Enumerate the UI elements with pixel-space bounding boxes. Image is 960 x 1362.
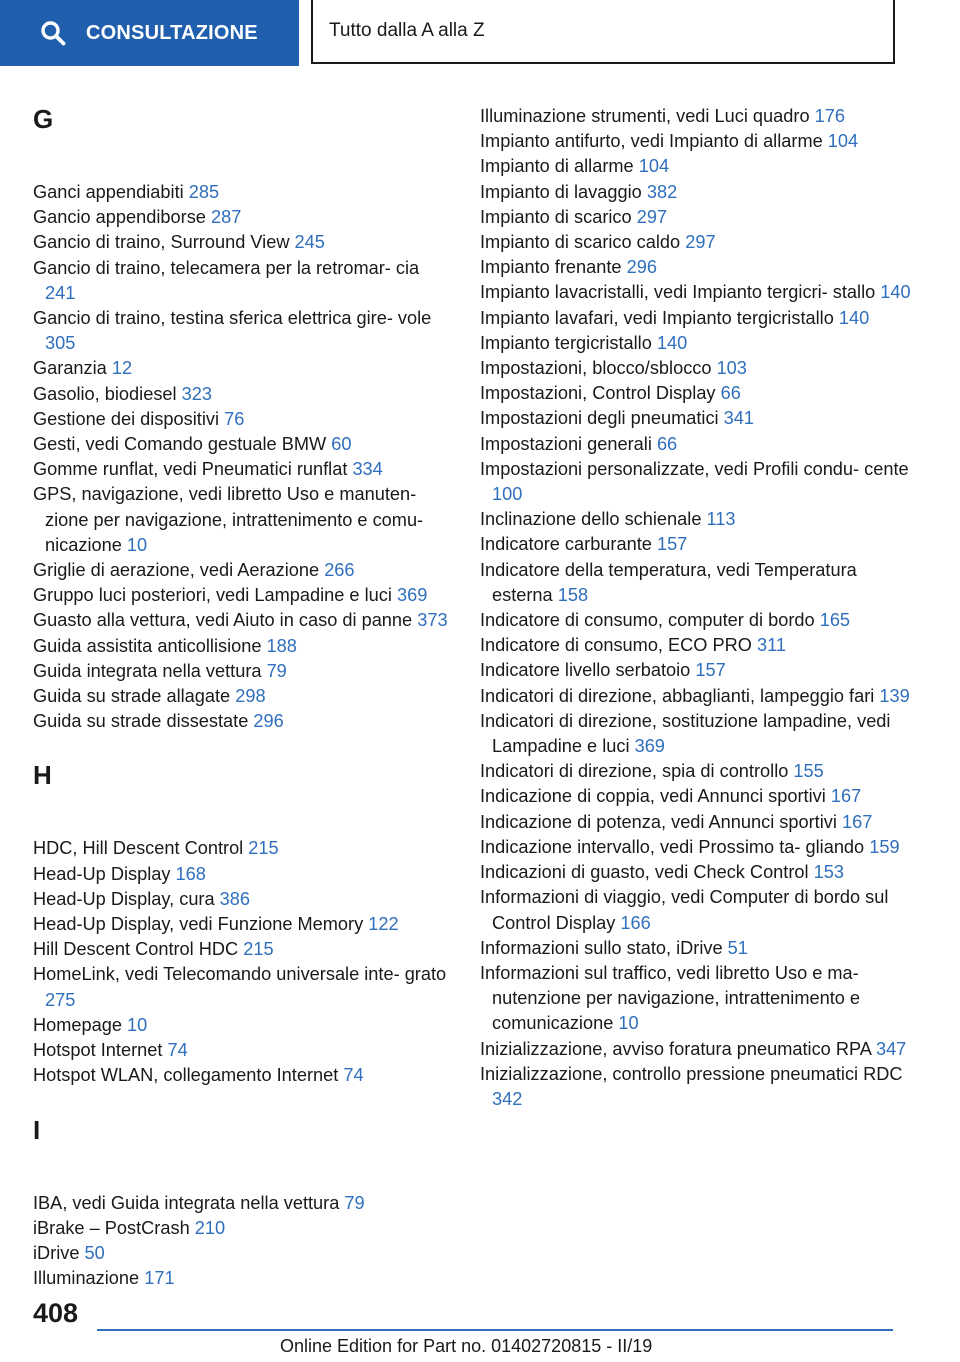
index-entry (480, 406, 920, 431)
index-column-right (480, 104, 920, 1112)
page-link[interactable]: 188 (266, 635, 297, 656)
index-entry (480, 280, 920, 305)
index-entry (480, 205, 920, 230)
page-link[interactable]: 168 (175, 863, 206, 884)
index-entry (33, 659, 453, 684)
entry-text: Homepage (33, 1014, 122, 1035)
entry-text: Head-Up Display (33, 863, 171, 884)
entry-text: Griglie di aerazione, vedi Aerazione (33, 560, 320, 581)
index-entry (480, 180, 920, 205)
index-entry (480, 154, 920, 179)
index-entry (480, 457, 920, 507)
page-link[interactable]: 305 (45, 333, 76, 354)
index-entry (33, 608, 453, 633)
entry-text: Hill Descent Control HDC (33, 939, 239, 960)
entry-text: Impianto tergicristallo (480, 332, 652, 353)
entry-text: Indicazioni di guasto, vedi Check Control (480, 862, 809, 883)
index-entry (33, 1266, 453, 1291)
index-entry (33, 709, 453, 734)
page-link[interactable]: 76 (224, 408, 245, 429)
index-section (33, 104, 453, 734)
entry-text: iBrake – PostCrash (33, 1217, 190, 1238)
page-link[interactable]: 66 (656, 433, 678, 454)
page-link[interactable]: 155 (793, 761, 824, 782)
page-link[interactable]: 74 (167, 1040, 188, 1061)
entry-text: Gancio di traino, testina sferica elettrica gire‐ vole (33, 308, 432, 329)
page-link[interactable]: 266 (324, 560, 355, 581)
entry-text: Illuminazione strumenti, vedi Luci quadro (480, 106, 810, 126)
page-link[interactable]: 153 (813, 862, 844, 883)
page-link[interactable]: 176 (814, 106, 845, 126)
entry-text: HDC, Hill Descent Control (33, 838, 244, 859)
entry-text: Inizializzazione, controllo pressione pneumatici RDC (480, 1063, 903, 1084)
page-link[interactable]: 12 (111, 358, 133, 379)
page-link[interactable]: 245 (294, 232, 325, 253)
index-entry (33, 862, 453, 887)
entry-text: Informazioni sullo stato, iDrive (480, 937, 723, 958)
index-entry (480, 230, 920, 255)
entry-text: Impostazioni degli pneumatici (480, 408, 719, 429)
entry-text: Impianto di scarico caldo (480, 232, 681, 253)
entry-text: Indicatori di direzione, spia di controllo (480, 761, 789, 782)
index-entry (33, 634, 453, 659)
index-entry (480, 532, 920, 557)
entry-text: Impostazioni personalizzate, vedi Profili condu‐ cente (480, 458, 909, 479)
entry-text: Garanzia (33, 358, 107, 379)
page-link[interactable]: 10 (126, 534, 148, 555)
entry-text: Inclinazione dello schienale (480, 509, 702, 530)
entry-text: Impianto lavacristalli, vedi Impianto tergicri‐ stallo (480, 282, 876, 303)
page-link[interactable]: 158 (557, 584, 589, 605)
index-entry (480, 331, 920, 356)
page-link[interactable]: 157 (656, 534, 688, 555)
entry-text: Impostazioni generali (480, 433, 652, 454)
index-entry (480, 860, 920, 885)
index-entry (33, 1191, 453, 1216)
page-link[interactable]: 323 (181, 383, 212, 404)
page-link[interactable]: 275 (45, 989, 76, 1010)
entry-text: HomeLink, vedi Telecomando universale inte‐ grato (33, 964, 447, 985)
page-link[interactable]: 215 (243, 939, 274, 960)
index-entry (480, 255, 920, 280)
entry-text: Indicatore carburante (480, 534, 652, 555)
page-link[interactable]: 342 (492, 1088, 523, 1109)
entry-text: Indicatori di direzione, sostituzione lampadine, vedi Lampadine e luci (480, 710, 891, 757)
page-link[interactable]: 157 (695, 660, 726, 681)
page-link[interactable]: 297 (636, 206, 668, 227)
index-entry (480, 961, 920, 1037)
search-icon (40, 20, 66, 46)
page-link[interactable]: 296 (253, 711, 284, 732)
entry-text: Hotspot WLAN, collegamento Internet (33, 1065, 339, 1086)
entry-text: Head-Up Display, cura (33, 888, 215, 909)
page-link[interactable]: 140 (880, 282, 911, 303)
index-entry (480, 306, 920, 331)
index-entry (33, 407, 453, 432)
page-link[interactable]: 167 (841, 811, 873, 832)
index-entry (33, 836, 453, 861)
page-link[interactable]: 139 (879, 685, 910, 706)
page-link[interactable]: 104 (827, 131, 859, 152)
entry-text: Indicazione di potenza, vedi Annunci sportivi (480, 811, 837, 832)
page-link[interactable]: 122 (368, 914, 399, 935)
index-entry (33, 887, 453, 912)
page-link[interactable]: 113 (706, 509, 736, 530)
page-link[interactable]: 215 (248, 838, 279, 859)
index-entry (33, 205, 453, 230)
index-entry (480, 432, 920, 457)
index-entry (480, 810, 920, 835)
page-link[interactable]: 103 (716, 358, 747, 379)
entry-text: Indicazione di coppia, vedi Annunci sportivi (480, 786, 826, 807)
index-entry (33, 256, 453, 306)
index-entry (480, 104, 920, 129)
page-link[interactable]: 298 (235, 686, 266, 707)
page-link[interactable]: 60 (331, 434, 352, 455)
entry-text: IBA, vedi Guida integrata nella vettura (33, 1192, 340, 1213)
entry-text: Guida assistita anticollisione (33, 635, 262, 656)
index-section (33, 1115, 453, 1292)
page-link[interactable]: 369 (396, 585, 428, 606)
page-link[interactable]: 311 (756, 635, 786, 656)
page-link[interactable]: 74 (343, 1065, 364, 1086)
index-entry (33, 1013, 453, 1038)
index-entry (33, 382, 453, 407)
index-entry (480, 558, 920, 608)
index-entry (33, 962, 453, 1012)
index-entry (480, 885, 920, 935)
index-entry (33, 180, 453, 205)
entry-text: Impianto lavafari, vedi Impianto tergicristallo (480, 307, 834, 328)
page-link[interactable]: 166 (620, 912, 651, 933)
entry-text: Gestione dei dispositivi (33, 408, 220, 429)
entry-text: Indicazione intervallo, vedi Prossimo ta‐ gliando (480, 836, 865, 857)
entry-text: Informazioni sul traffico, vedi libretto Uso e ma‐ nutenzione per navigazione, intrattenimento e comunicazione (480, 962, 861, 1034)
entry-text: Ganci appendiabiti (33, 182, 184, 202)
index-entry (480, 608, 920, 633)
entry-text: Informazioni di viaggio, vedi Computer di bordo sul Control Display (480, 887, 889, 933)
entry-text: Indicatore livello serbatoio (480, 660, 691, 681)
index-entry (480, 1037, 920, 1062)
index-entry (33, 583, 453, 608)
index-entry (480, 709, 920, 759)
page-link[interactable]: 287 (210, 207, 242, 228)
page-link[interactable]: 296 (626, 257, 657, 278)
entry-text: Illuminazione (33, 1268, 140, 1289)
entry-text: Gruppo luci posteriori, vedi Lampadine e luci (33, 585, 392, 606)
page-link[interactable]: 369 (634, 736, 665, 757)
index-entry (33, 356, 453, 381)
section-letter: I (33, 1114, 41, 1145)
index-entry (480, 1062, 920, 1112)
index-entry (480, 507, 920, 532)
entry-text: Guasto alla vettura, vedi Aiuto in caso di panne (33, 610, 413, 631)
index-entry (480, 684, 920, 709)
header (0, 0, 960, 66)
index-entry (480, 658, 920, 683)
index-entry (480, 129, 920, 154)
entry-text: Guida integrata nella vettura (33, 660, 262, 681)
index-column-left (33, 104, 453, 1291)
page-link[interactable]: 167 (830, 786, 862, 807)
entry-text: GPS, navigazione, vedi libretto Uso e manuten‐ zione per navigazione, intrattenimento e comu‐ nicazione (33, 484, 424, 555)
index-entry (33, 1241, 453, 1266)
page-link[interactable]: 386 (219, 888, 251, 909)
index-entry (480, 759, 920, 784)
entry-text: Impianto antifurto, vedi Impianto di allarme (480, 131, 823, 152)
page-link[interactable]: 79 (266, 660, 287, 681)
entry-text: Impostazioni, Control Display (480, 383, 716, 404)
page-link[interactable]: 347 (875, 1038, 907, 1059)
entry-text: Guida su strade allagate (33, 686, 231, 707)
entry-text: Head-Up Display, vedi Funzione Memory (33, 914, 364, 935)
page-link[interactable]: 100 (492, 484, 523, 505)
page-link[interactable]: 66 (720, 383, 741, 404)
entry-text: Indicatori di direzione, abbaglianti, lampeggio fari (480, 685, 875, 706)
page-link[interactable]: 297 (685, 232, 716, 253)
page-link[interactable]: 373 (417, 610, 448, 631)
entry-text: Indicatore di consumo, computer di bordo (480, 610, 815, 631)
page-link[interactable]: 241 (45, 282, 76, 303)
index-entry (480, 381, 920, 406)
page-number: 408 (33, 1298, 79, 1328)
section-letter: G (33, 104, 54, 134)
index-entry (480, 633, 920, 658)
index-entry (33, 684, 453, 709)
page-link[interactable]: 382 (646, 181, 678, 202)
entry-text: Inizializzazione, avviso foratura pneumatico RPA (480, 1038, 871, 1059)
entry-text: Impianto di lavaggio (480, 181, 642, 202)
entry-text: Hotspot Internet (33, 1040, 163, 1061)
page-link[interactable]: 341 (723, 408, 755, 429)
page-link[interactable]: 210 (194, 1217, 226, 1238)
section-letter: H (33, 760, 52, 791)
page-link[interactable]: 50 (84, 1242, 105, 1263)
index-entry (33, 1216, 453, 1241)
index-entry (480, 835, 920, 860)
page-link[interactable]: 334 (352, 459, 383, 480)
index-entry (33, 482, 453, 558)
entry-text: Indicatore della temperatura, vedi Temperatura esterna (480, 559, 857, 605)
page-link[interactable]: 140 (838, 307, 870, 328)
index-section (33, 760, 453, 1088)
index-entry (33, 937, 453, 962)
tab-label: CONSULTAZIONE (86, 21, 258, 44)
index-entry (480, 784, 920, 809)
entry-text: Guida su strade dissestate (33, 711, 249, 732)
index-entry (33, 457, 453, 482)
index-entry (33, 1038, 453, 1063)
index-entry (480, 356, 920, 381)
entry-text: Impianto di allarme (480, 156, 634, 177)
breadcrumb-text: Tutto dalla A alla Z (329, 20, 485, 41)
page-link[interactable]: 10 (127, 1014, 148, 1035)
page-link[interactable]: 285 (188, 182, 220, 202)
entry-text: Impianto frenante (480, 257, 622, 278)
consultazione-tab[interactable] (0, 0, 299, 66)
entry-text: Gasolio, biodiesel (33, 383, 177, 404)
page-link[interactable]: 10 (618, 1013, 639, 1034)
page-link[interactable]: 79 (344, 1192, 365, 1213)
page-link[interactable]: 140 (656, 332, 688, 353)
index-entry (33, 558, 453, 583)
entry-text: Gancio di traino, Surround View (33, 232, 290, 253)
page-link[interactable]: 171 (144, 1268, 175, 1289)
entry-text: Gancio di traino, telecamera per la retromar‐ cia (33, 257, 420, 278)
entry-text: Indicatore di consumo, ECO PRO (480, 635, 752, 656)
entry-text: Impostazioni, blocco/sblocco (480, 358, 712, 379)
footer-divider (97, 1329, 893, 1331)
entry-text: iDrive (33, 1242, 80, 1263)
entry-text: Impianto di scarico (480, 206, 632, 227)
index-entry (33, 432, 453, 457)
entry-text: Gomme runflat, vedi Pneumatici runflat (33, 459, 348, 480)
edition-note: Online Edition for Part no. 01402720815 - II/19 (280, 1336, 653, 1356)
page-link[interactable]: 51 (727, 937, 748, 958)
entry-text: Gesti, vedi Comando gestuale BMW (33, 434, 327, 455)
entry-text: Gancio appendiborse (33, 207, 206, 228)
index-entry (33, 230, 453, 255)
index-entry (33, 1063, 453, 1088)
page-link[interactable]: 165 (819, 610, 851, 631)
index-entry (33, 912, 453, 937)
index-entry (33, 306, 453, 356)
breadcrumb (311, 0, 895, 64)
index-entry (480, 936, 920, 961)
page-link[interactable]: 159 (869, 836, 900, 857)
page-link[interactable]: 104 (638, 156, 670, 177)
